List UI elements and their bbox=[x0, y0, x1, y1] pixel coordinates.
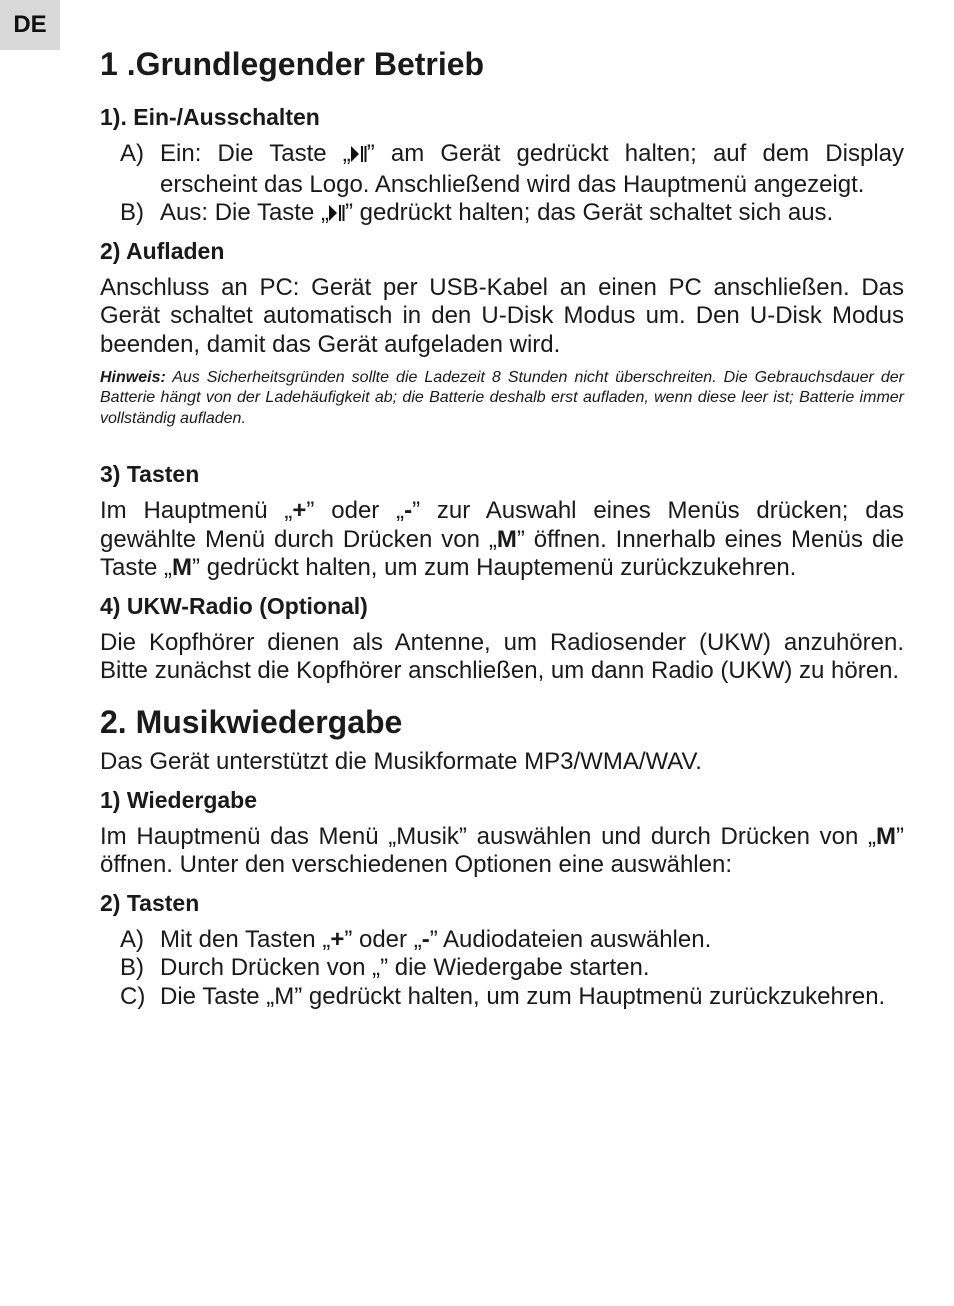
playback-section bbox=[100, 785, 904, 880]
playback-heading: 1) Wiedergabe bbox=[100, 786, 258, 813]
list-item: A) Ein: Die Taste „ ” am Gerät gedrückt halten; auf dem Display erscheint das Logo. Anschließend wird das Hauptmenü angezeigt. bbox=[100, 140, 904, 199]
keys-text: Im Hauptmenü „+” oder „-” zur Auswahl eines Menüs drücken; das gewählte Menü durch Drücken von „M” öffnen. Innerhalb eines Menüs die Taste „M” gedrückt halten, um zum Hauptemenü zurückzukehren. bbox=[100, 497, 904, 582]
power-heading: 1). Ein-/Ausschalten bbox=[100, 104, 320, 130]
section2-intro: Das Gerät unterstützt die Musikformate MP3/WMA/WAV. bbox=[100, 748, 702, 776]
keys-section bbox=[100, 459, 904, 583]
keys-heading: 3) Tasten bbox=[100, 461, 200, 488]
manual-page bbox=[100, 40, 904, 1018]
music-keys-heading: 2) Tasten bbox=[100, 889, 200, 916]
play-pause-icon bbox=[351, 142, 367, 171]
music-keys-section bbox=[100, 888, 904, 1012]
charging-heading: 2) Aufladen bbox=[100, 237, 225, 264]
note-label: Hinweis: bbox=[100, 368, 166, 386]
charging-section bbox=[100, 236, 904, 429]
language-tag: DE bbox=[0, 0, 60, 50]
radio-text: Die Kopfhörer dienen als Antenne, um Radiosender (UKW) anzuhören. Bitte zunächst die Kopfhörer anschließen, um dann Radio (UKW) zu hören. bbox=[100, 628, 904, 685]
charging-note: Hinweis: Aus Sicherheitsgründen sollte die Ladezeit 8 Stunden nicht überschreiten. Die Gebrauchsdauer der Batterie hängt von der Ladehäufigkeit ab; die Batterie deshalb erst aufladen, wenn diese leer ist; Batterie immer vollständig aufladen. bbox=[100, 368, 904, 427]
list-item: C) Die Taste „M” gedrückt halten, um zum Hauptmenü zurückzukehren. bbox=[100, 983, 904, 1012]
radio-section bbox=[100, 591, 904, 686]
play-pause-icon bbox=[329, 201, 345, 230]
music-keys-list bbox=[100, 926, 904, 1012]
power-list bbox=[100, 140, 904, 230]
section1-title: 1 .Grundlegender Betrieb bbox=[100, 46, 485, 82]
list-marker: A) bbox=[120, 140, 144, 167]
power-section bbox=[100, 102, 904, 230]
list-marker: B) bbox=[120, 954, 144, 982]
list-marker: A) bbox=[120, 925, 144, 953]
section2-title: 2. Musikwiedergabe bbox=[100, 704, 403, 741]
radio-heading: 4) UKW-Radio (Optional) bbox=[100, 592, 368, 619]
list-item: A) Mit den Tasten „+” oder „-” Audiodateien auswählen. bbox=[100, 926, 904, 955]
list-item: B) Durch Drücken von „” die Wiedergabe starten. bbox=[100, 954, 904, 983]
playback-text: Im Hauptmenü das Menü „Musik” auswählen und durch Drücken von „M” öffnen. Unter den verschiedenen Optionen eine auswählen: bbox=[100, 822, 904, 879]
list-marker: B) bbox=[120, 199, 144, 227]
list-item: B) Aus: Die Taste „ ” gedrückt halten; das Gerät schaltet sich aus. bbox=[100, 199, 904, 230]
list-marker: C) bbox=[120, 983, 146, 1010]
charging-text: Anschluss an PC: Gerät per USB-Kabel an einen PC anschließen. Das Gerät schaltet automatisch in den U-Disk Modus um. Den U-Disk Modus beenden, damit das Gerät aufgeladen wird. bbox=[100, 273, 904, 358]
